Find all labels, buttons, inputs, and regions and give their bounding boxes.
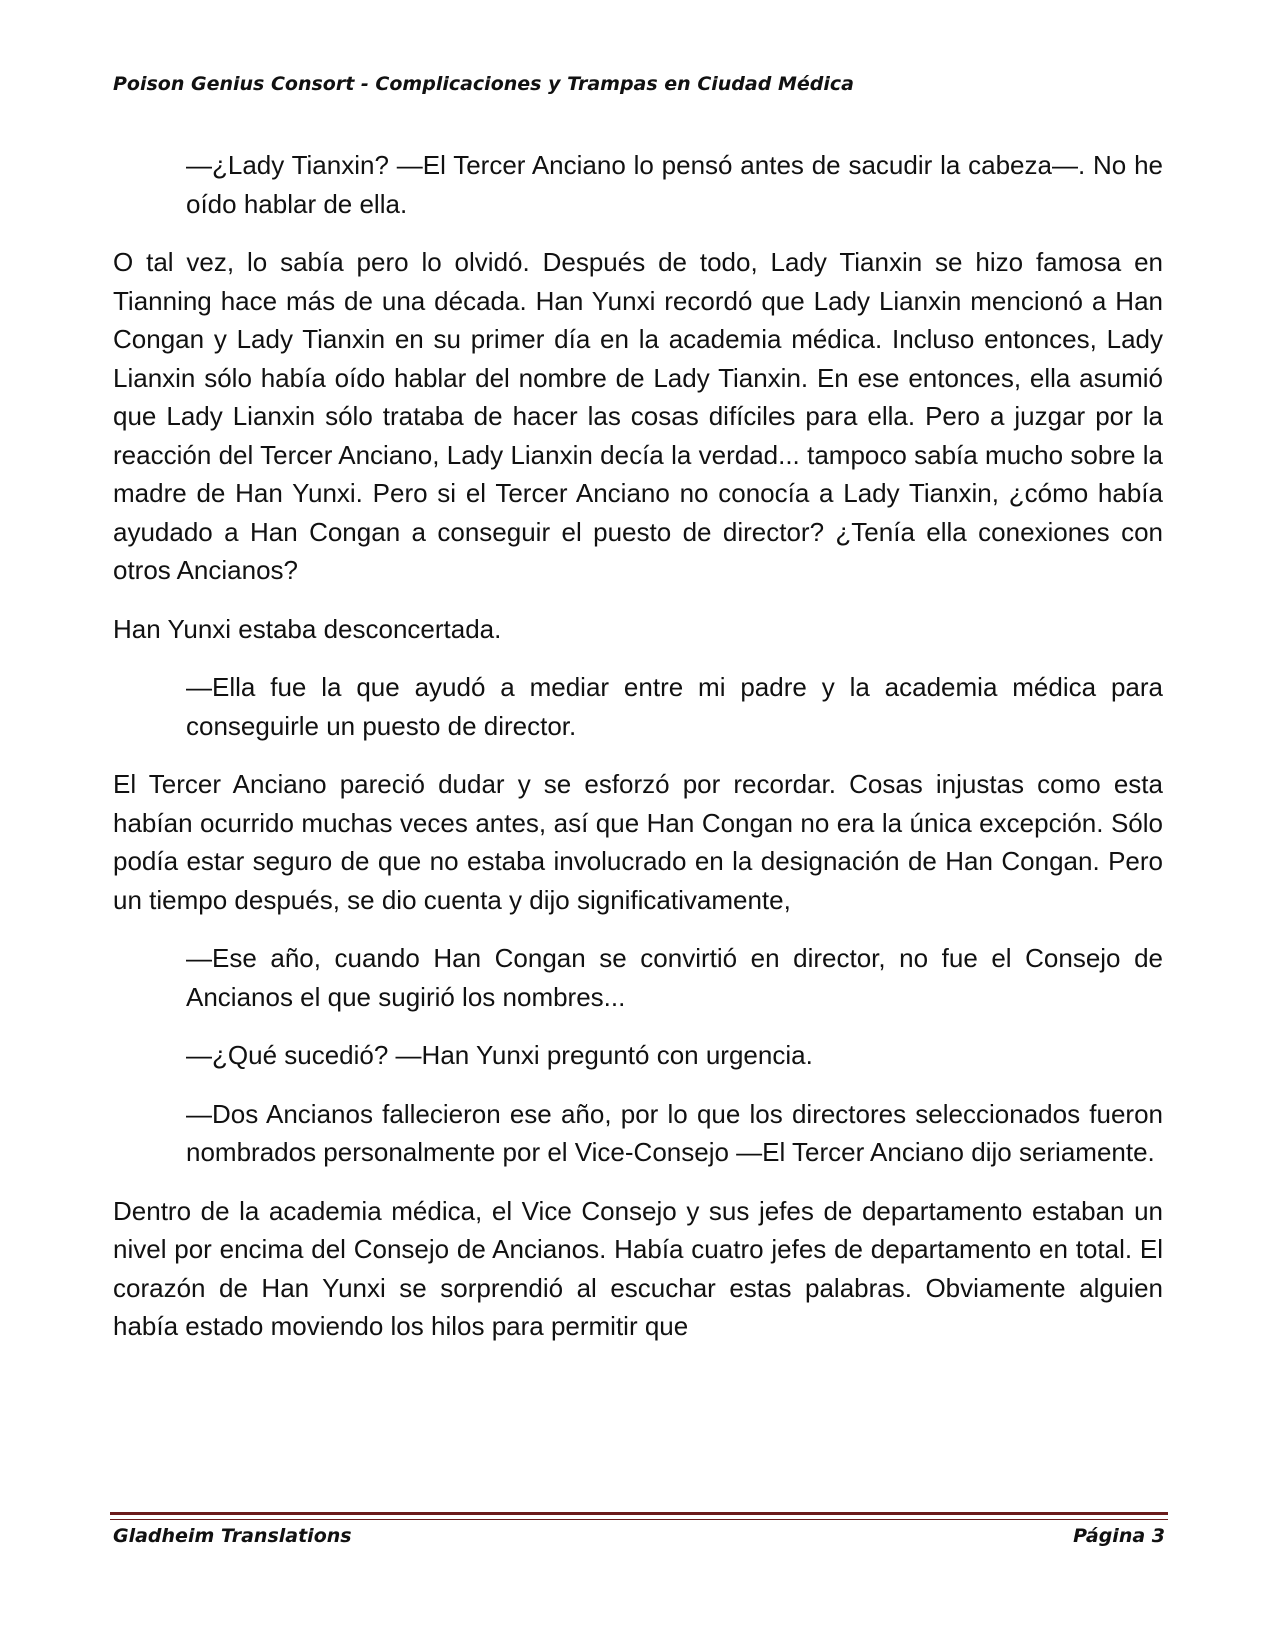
footer-divider	[110, 1512, 1168, 1515]
footer-divider-thin	[110, 1519, 1168, 1520]
narrative-paragraph: El Tercer Anciano pareció dudar y se esforzó por recordar. Cosas injustas como esta habían ocurrido muchas veces antes, así que Han Congan no era la única excepción. Sólo podía estar seguro de que no estaba involucrado en la designación de Han Congan. Pero un tiempo después, se dio cuenta y dijo significativamente,	[113, 769, 1163, 915]
document-body	[113, 146, 1163, 1366]
footer-page-number: Página 3	[1073, 1525, 1165, 1547]
dialogue-paragraph: —¿Lady Tianxin? —El Tercer Anciano lo pensó antes de sacudir la cabeza—. No he oído hablar de ella.	[186, 150, 1163, 219]
narrative-paragraph: O tal vez, lo sabía pero lo olvidó. Después de todo, Lady Tianxin se hizo famosa en Tianning hace más de una década. Han Yunxi recordó que Lady Lianxin mencionó a Han Congan y Lady Tianxin en su primer día en la academia médica. Incluso entonces, Lady Lianxin sólo había oído hablar del nombre de Lady Tianxin. En ese entonces, ella asumió que Lady Lianxin sólo trataba de hacer las cosas difíciles para ella. Pero a juzgar por la reacción del Tercer Anciano, Lady Lianxin decía la verdad... tampoco sabía mucho sobre la madre de Han Yunxi. Pero si el Tercer Anciano no conocía a Lady Tianxin, ¿cómo había ayudado a Han Congan a conseguir el puesto de director? ¿Tenía ella conexiones con otros Ancianos?	[113, 247, 1163, 585]
narrative-paragraph: Dentro de la academia médica, el Vice Consejo y sus jefes de departamento estaban un nivel por encima del Consejo de Ancianos. Había cuatro jefes de departamento en total. El corazón de Han Yunxi se sorprendió al escuchar estas palabras. Obviamente alguien había estado moviendo los hilos para permitir que	[113, 1195, 1163, 1341]
dialogue-paragraph: —Ella fue la que ayudó a mediar entre mi padre y la academia médica para conseguirle un puesto de director.	[186, 672, 1163, 741]
page-header-title: Poison Genius Consort - Complicaciones y Trampas en Ciudad Médica	[113, 73, 854, 95]
dialogue-paragraph: —Dos Ancianos fallecieron ese año, por lo que los directores seleccionados fueron nombrados personalmente por el Vice-Consejo —El Tercer Anciano dijo seriamente.	[186, 1098, 1163, 1167]
footer-publisher: Gladheim Translations	[113, 1525, 352, 1547]
narrative-paragraph: Han Yunxi estaba desconcertada.	[113, 613, 502, 644]
dialogue-paragraph: —Ese año, cuando Han Congan se convirtió en director, no fue el Consejo de Ancianos el que sugirió los nombres...	[186, 943, 1163, 1012]
dialogue-paragraph: —¿Qué sucedió? —Han Yunxi preguntó con urgencia.	[186, 1040, 813, 1070]
